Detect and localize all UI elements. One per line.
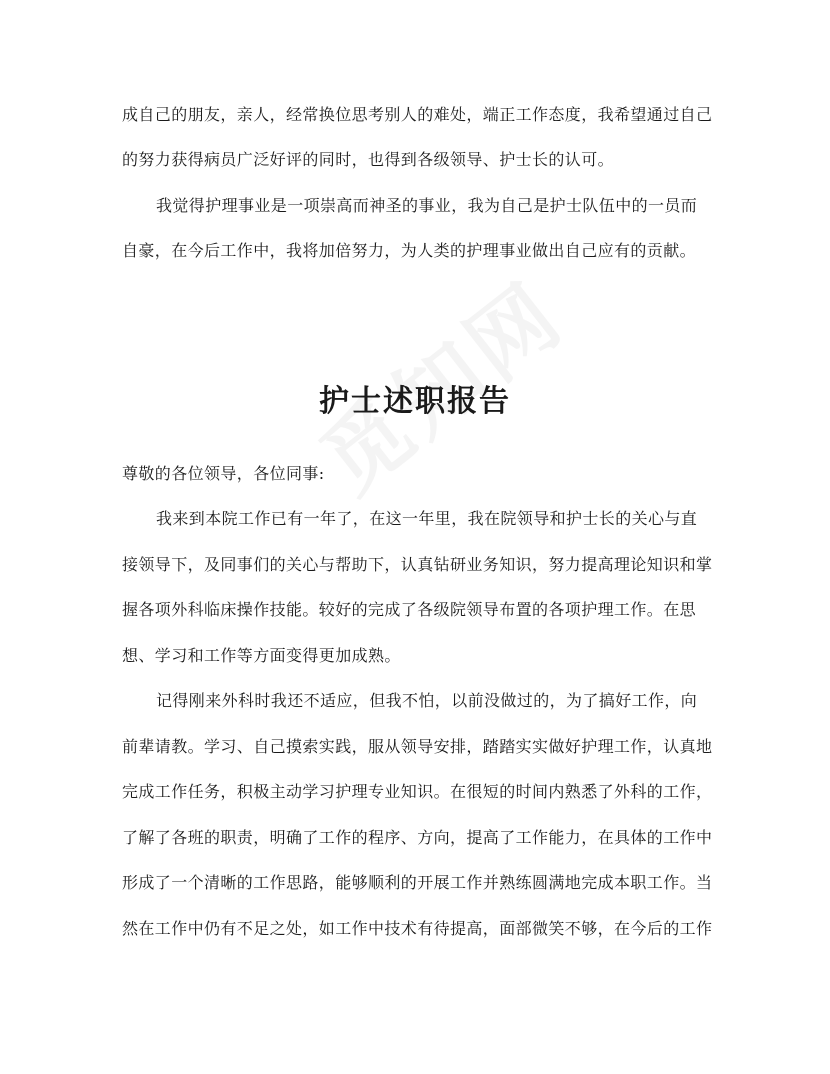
page-title: 护士述职报告 <box>319 384 511 419</box>
text-line: 我觉得护理事业是一项崇高而神圣的事业，我为自己是护士队伍中的一员而 <box>156 196 698 215</box>
text-line: 完成工作任务，积极主动学习护理专业知识。在很短的时间内熟悉了外科的工作， <box>122 782 713 801</box>
text-line: 然在工作中仍有不足之处，如工作中技术有待提高，面部微笑不够，在今后的工作 <box>122 919 713 938</box>
text-line: 接领导下，及同事们的关心与帮助下，认真钻研业务知识，努力提高理论知识和掌 <box>122 555 713 574</box>
text-line: 自豪，在今后工作中，我将加倍努力，为人类的护理事业做出自己应有的贡献。 <box>122 241 697 260</box>
text-line: 前辈请教。学习、自己摸索实践，服从领导安排，踏踏实实做好护理工作，认真地 <box>122 737 713 756</box>
text-line: 我来到本院工作已有一年了，在这一年里，我在院领导和护士长的关心与直 <box>156 509 698 528</box>
text-line: 形成了一个清晰的工作思路，能够顺利的开展工作并熟练圆满地完成本职工作。当 <box>122 873 713 892</box>
text-line: 成自己的朋友，亲人，经常换位思考别人的难处，端正工作态度，我希望通过自己 <box>122 105 713 124</box>
text-line: 握各项外科临床操作技能。较好的完成了各级院领导布置的各项护理工作。在思 <box>122 600 697 619</box>
text-line: 想、学习和工作等方面变得更加成熟。 <box>122 646 401 665</box>
salutation: 尊敬的各位领导，各位同事: <box>122 464 325 483</box>
text-line: 记得刚来外科时我还不适应，但我不怕，以前没做过的，为了搞好工作，向 <box>156 691 698 710</box>
text-line: 了解了各班的职责，明确了工作的程序、方向，提高了工作能力，在具体的工作中 <box>122 828 713 847</box>
text-line: 的努力获得病员广泛好评的同时，也得到各级领导、护士长的认可。 <box>122 150 615 169</box>
